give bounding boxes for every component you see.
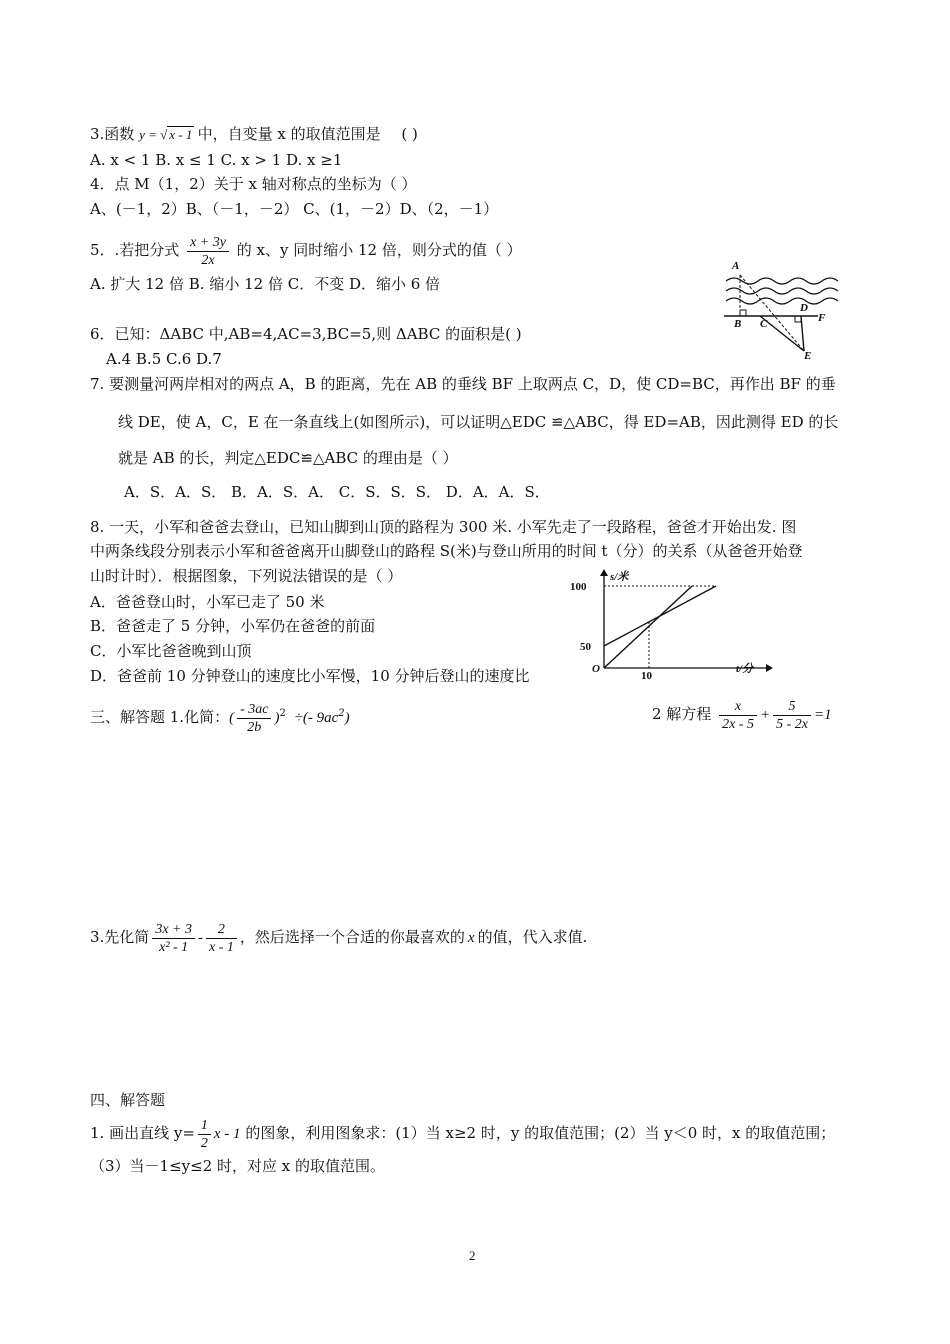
q8-option-d: D．爸爸前 10 分钟登山的速度比小军慢，10 分钟后登山的速度比 xyxy=(90,667,530,685)
origin-label: O xyxy=(592,663,600,675)
label-d: D xyxy=(800,302,808,314)
river-figure xyxy=(722,255,850,363)
section4-q1-line2: （3）当－1≤y≤2 时，对应 x 的取值范围。 xyxy=(90,1157,386,1175)
q3-suffix: 中，自变量 x 的取值范围是 xyxy=(197,125,381,143)
p3-fraction-1: $\frac{3x + 3}{\text{x² - 1}}$ xyxy=(152,921,195,956)
label-a: A xyxy=(732,260,740,272)
q8-option-c: C．小军比爸爸晚到山顶 xyxy=(90,642,252,660)
section4-q1: 1. 画出直线 y= $\frac{1}{2}$ x - 1 的图象，利用图象求：(1）当 x≥2 时，y 的取值范围；(2）当 y＜0 时，x 的取值范围； xyxy=(90,1117,836,1151)
p3-fraction-2: $\frac{2}{x - 1}$ xyxy=(206,921,237,956)
q4-stem: 4．点 M（1，2）关于 x 轴对称点的坐标为（ ） xyxy=(90,175,417,193)
q5-options: A. 扩大 12 倍 B. 缩小 12 倍 C．不变 D．缩小 6 倍 xyxy=(90,275,441,293)
q3-formula: y = √ x - 1 xyxy=(139,127,193,142)
section3-problem3: 3.先化简 $\frac{3x + 3}{\text{x² - 1}}$ - $\frac{2}{x - 1}$ ，然后选择一个合适的你最喜欢的 x 的值，代入求值. xyxy=(90,921,588,955)
line-dad xyxy=(604,586,692,668)
q8-option-a: A．爸爸登山时，小军已走了 50 米 xyxy=(90,593,325,611)
page-number: 2 xyxy=(469,1248,476,1263)
tick-10: 10 xyxy=(641,670,652,680)
q3-paren: ( ) xyxy=(401,125,418,143)
q3-prefix: 3.函数 xyxy=(90,125,135,143)
p2-fraction-1: $\frac{x}{2x - 5}$ xyxy=(719,698,757,733)
q3-stem xyxy=(90,124,418,145)
p2-fraction-2: $\frac{5}{5 - 2x}$ xyxy=(773,698,811,733)
right-angle-b xyxy=(740,310,746,316)
section3-title: 三、解答题 1.化简： xyxy=(90,708,230,726)
label-e: E xyxy=(804,350,812,362)
label-b: B xyxy=(734,318,742,330)
graph-x-arrow xyxy=(766,664,773,672)
graph-x-label: t/分 xyxy=(736,663,754,675)
q8-line1: 8. 一天，小军和爸爸去登山，已知山脚到山顶的路程为 300 米. 小军先走了一段路程，爸爸才开始出发. 图 xyxy=(90,518,797,536)
label-c: C xyxy=(760,318,768,330)
river-waves xyxy=(726,278,838,304)
q6-options: A.4 B.5 C.6 D.7 xyxy=(106,350,222,368)
q5-stem: 5．.若把分式 $\frac{x + 3y}{2x}$ 的 x、y 同时缩小 12 倍，则分式的值（ ） xyxy=(90,234,522,268)
q5-fraction: $\frac{x + 3y}{2x}$ xyxy=(187,234,229,269)
tick-50: 50 xyxy=(580,641,591,653)
s4-fraction: $\frac{1}{2}$ xyxy=(198,1117,211,1152)
section3-problem2: 2 解方程 $\frac{x}{2x - 5}$ + $\frac{5}{5 - 2x}$ =1 xyxy=(652,698,832,732)
q7-line2: 线 DE，使 A，C，E 在一条直线上(如图所示)，可以证明△EDC ≌△ABC，得 ED=AB，因此测得 ED 的长 xyxy=(118,413,839,431)
q7-line1: 7. 要测量河两岸相对的两点 A，B 的距离，先在 AB 的垂线 BF 上取两点 C，D，使 CD=BC，再作出 BF 的垂 xyxy=(90,375,836,393)
q8-option-b: B．爸爸走了 5 分钟，小军仍在爸爸的前面 xyxy=(90,617,376,635)
q4-options: A、(－1，2）B、（－1，－2） C、(1，－2）D、（2，－1） xyxy=(90,200,499,218)
label-f: F xyxy=(818,312,826,324)
q7-line3: 就是 AB 的长，判定△EDC≌△ABC 的理由是（ ） xyxy=(118,449,458,467)
line-xiaojun xyxy=(604,586,716,646)
segment-ae xyxy=(740,275,804,351)
q8-line3: 山时计时）．根据图象，下列说法错误的是（ ） xyxy=(90,567,403,585)
q3-options: A. x < 1 B. x ≤ 1 C. x > 1 D. x ≥1 xyxy=(90,151,343,169)
section4-title: 四、解答题 xyxy=(90,1091,166,1109)
q7-options: A．S．A．S． B．A．S．A． C．S．S．S． D．A．A．S． xyxy=(124,483,550,501)
tick-100: 100 xyxy=(570,581,587,593)
right-angle-d xyxy=(795,316,801,322)
p1-fraction: $\frac{- 3ac}{2b}$ xyxy=(237,701,271,736)
q8-line2: 中两条线段分别表示小军和爸爸离开山脚登山的路程 S(米)与登山所用的时间 t（分）的关系（从爸爸开始登 xyxy=(90,542,803,560)
q6-stem: 6．已知：ΔABC 中,AB=4,AC=3,BC=5,则 ΔABC 的面积是( ) xyxy=(90,325,522,343)
section3-problem1: 三、解答题 1.化简：( $\frac{- 3ac}{2b}$ )$^2$ ÷(- $9ac^2$) xyxy=(90,701,350,735)
graph-y-label: s/米 xyxy=(610,571,629,583)
graph-y-arrow xyxy=(600,569,608,576)
distance-time-graph xyxy=(568,568,773,680)
